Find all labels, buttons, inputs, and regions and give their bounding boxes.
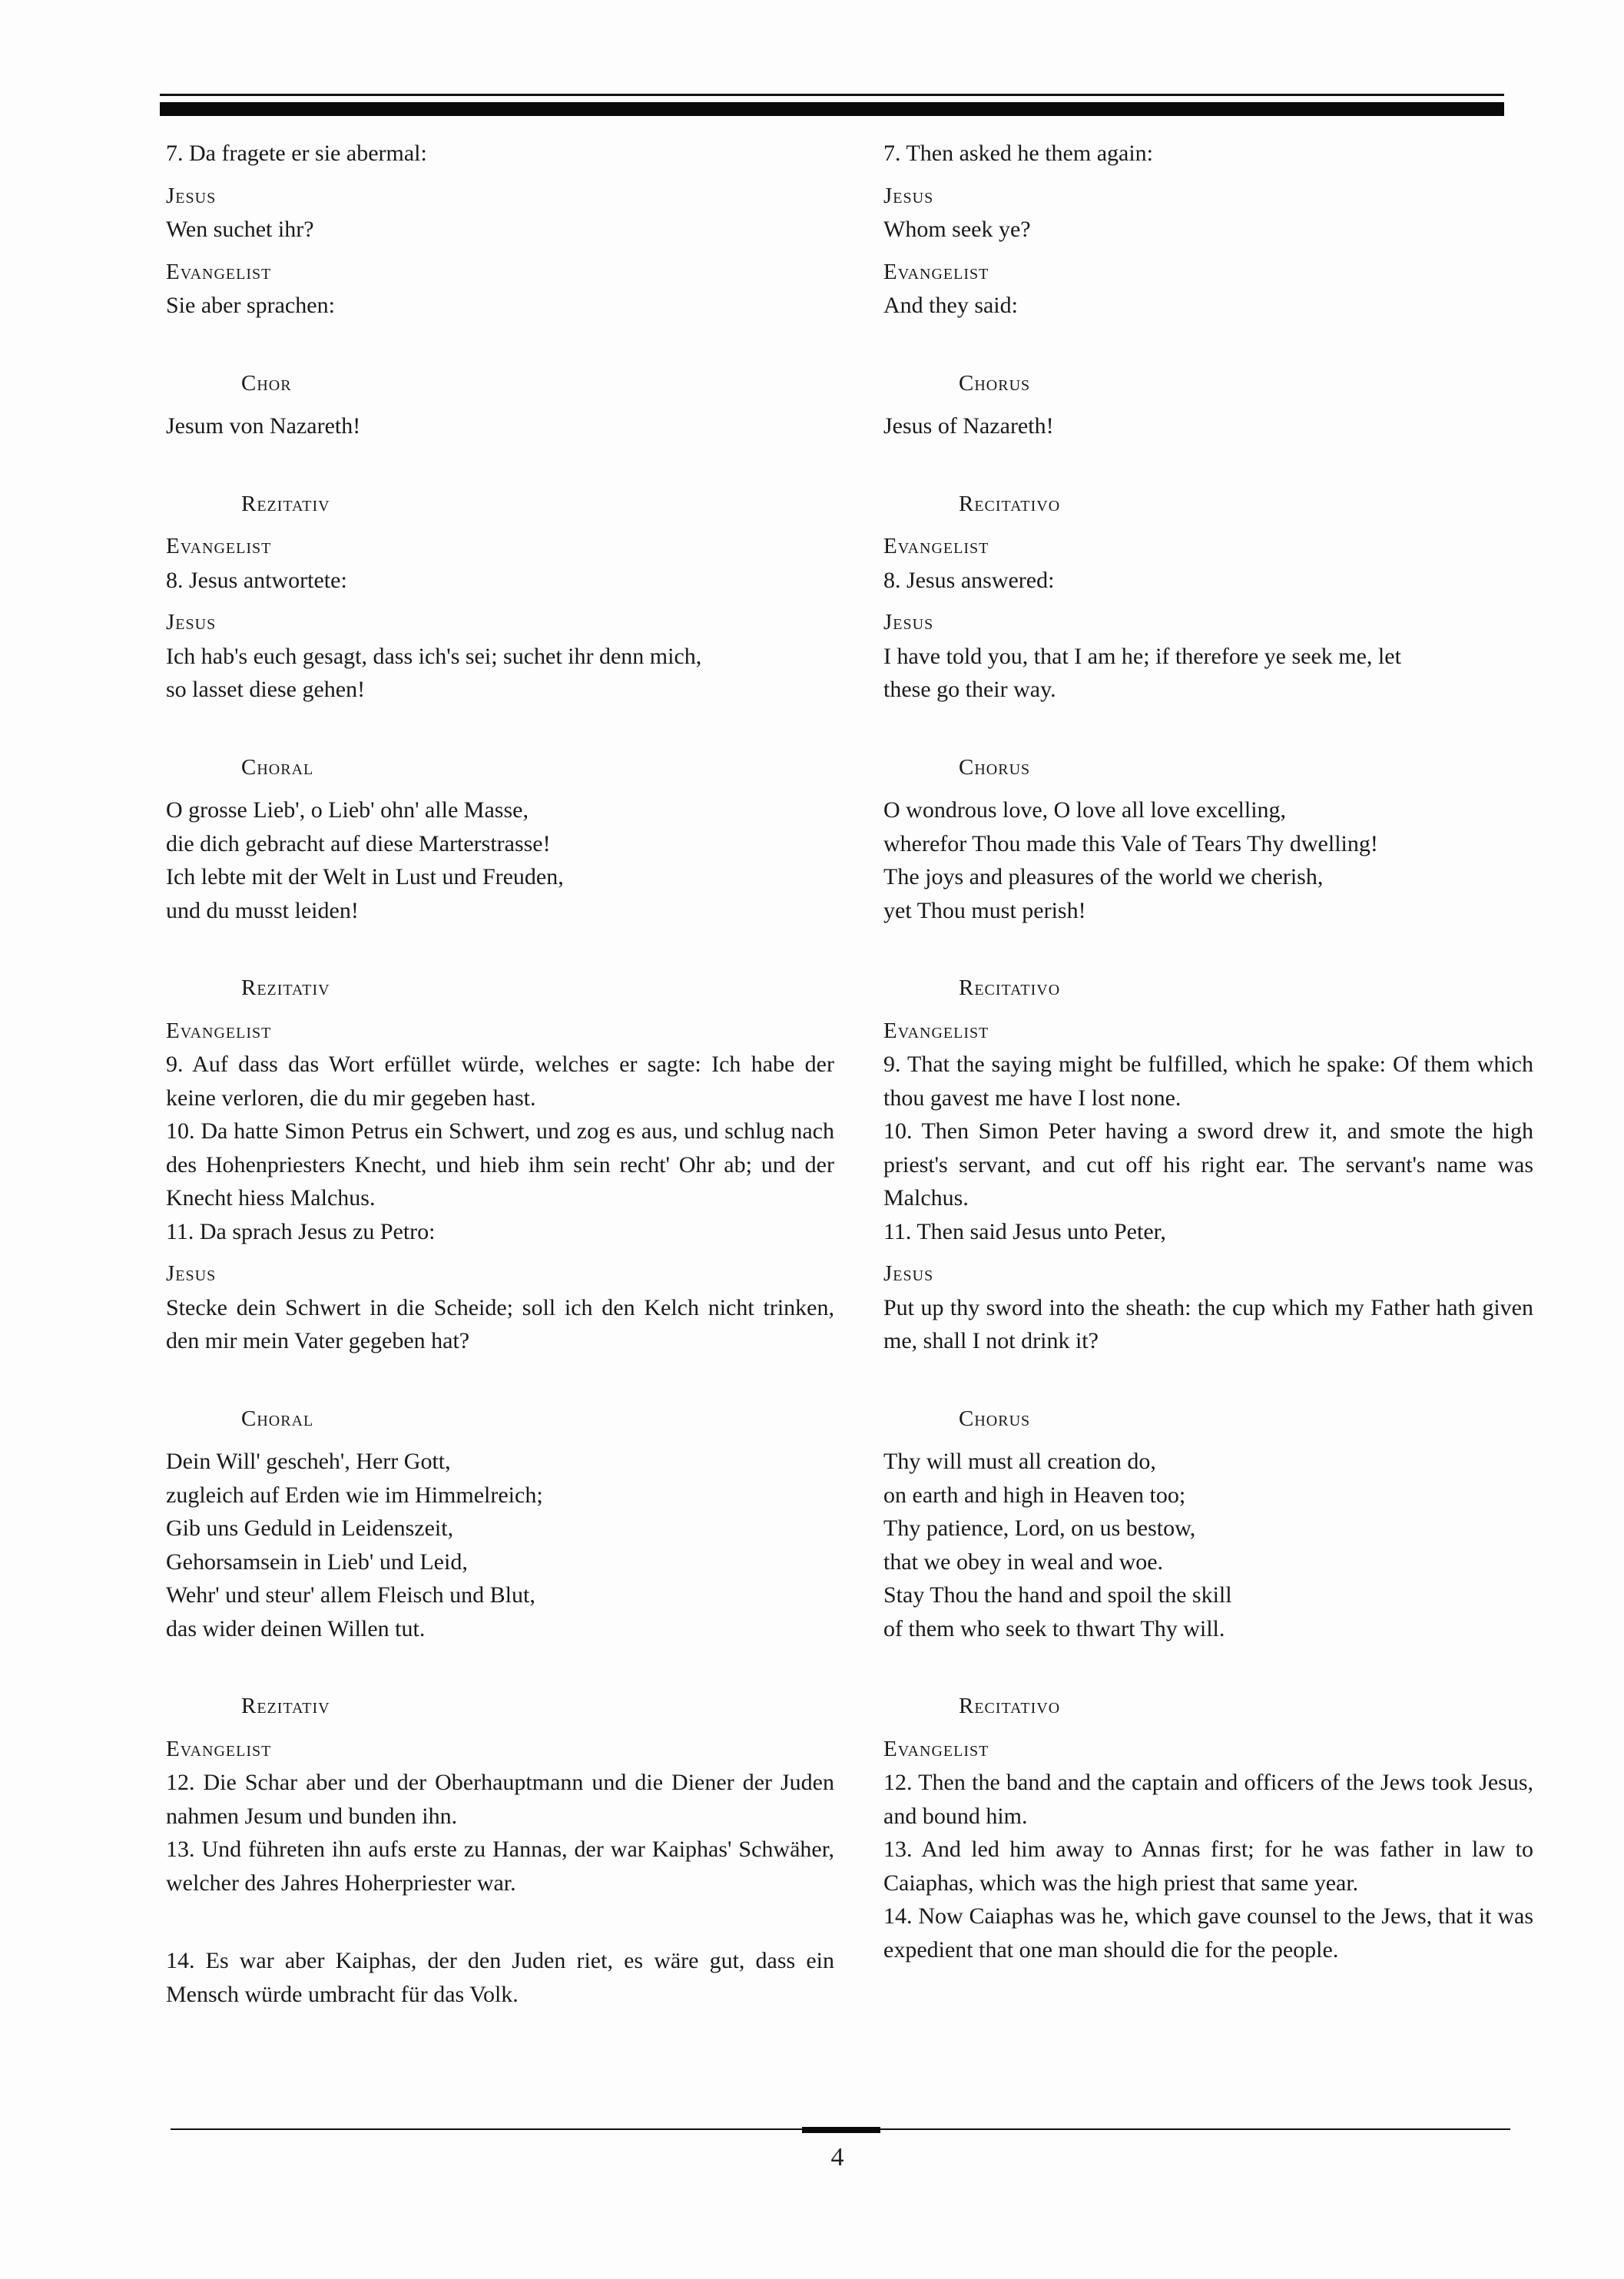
speaker-label: Jesus bbox=[166, 183, 217, 208]
section-heading: Chorus bbox=[959, 370, 1031, 396]
section-heading: Choral bbox=[241, 754, 314, 780]
verse-text: Wen suchet ihr? bbox=[166, 217, 314, 242]
section-heading: Rezitativ bbox=[241, 1694, 330, 1718]
speaker-label: Evangelist bbox=[883, 1736, 989, 1761]
verse-text: 13. Und führeten ihn aufs erste zu Hannas, der war Kaiphas' Schwäher, welcher des Jahres Hoherpriester war. bbox=[166, 1837, 834, 1896]
verse-text: so lasset diese gehen! bbox=[166, 677, 366, 702]
verse-text: 7. Then asked he them again: bbox=[883, 141, 1154, 166]
choral-line: Thy patience, Lord, on us bestow, bbox=[883, 1515, 1196, 1541]
english-column bbox=[883, 137, 1533, 1966]
header-rule-thin bbox=[160, 94, 1504, 96]
choral-line: on earth and high in Heaven too; bbox=[883, 1482, 1186, 1508]
section-heading: Chorus bbox=[959, 754, 1031, 780]
choral-line: Gehorsamsein in Lieb' und Leid, bbox=[166, 1549, 468, 1575]
verse-text: I have told you, that I am he; if therefore ye seek me, let bbox=[883, 643, 1401, 669]
speaker-label: Jesus bbox=[166, 1261, 217, 1286]
verse-text: 14. Now Caiaphas was he, which gave counsel to the Jews, that it was expedient that one man should die for the people. bbox=[883, 1903, 1533, 1963]
speaker-label: Jesus bbox=[883, 183, 934, 208]
verse-text: Stecke dein Schwert in die Scheide; soll ich den Kelch nicht trinken, den mir mein Vater gegeben hat? bbox=[166, 1294, 834, 1353]
verse-text: 12. Then the band and the captain and officers of the Jews took Jesus, and bound him. bbox=[883, 1770, 1533, 1829]
section-heading: Recitativo bbox=[959, 491, 1061, 516]
speaker-label: Evangelist bbox=[166, 534, 272, 558]
verse-text: these go their way. bbox=[883, 677, 1056, 702]
verse-text: Jesus of Nazareth! bbox=[883, 413, 1054, 439]
header-rule-thick bbox=[160, 102, 1504, 116]
verse-text: 14. Es war aber Kaiphas, der den Juden riet, es wäre gut, dass ein Mensch würde umbracht für das Volk. bbox=[166, 1948, 834, 2007]
choral-line: O grosse Lieb', o Lieb' ohn' alle Masse, bbox=[166, 797, 529, 823]
verse-text: 8. Jesus answered: bbox=[883, 567, 1055, 593]
verse-text: 8. Jesus antwortete: bbox=[166, 567, 347, 593]
verse-text: Jesum von Nazareth! bbox=[166, 413, 361, 439]
choral-line: Dein Will' gescheh', Herr Gott, bbox=[166, 1449, 451, 1474]
choral-line: und du musst leiden! bbox=[166, 897, 359, 923]
speaker-label: Evangelist bbox=[883, 259, 989, 284]
choral-line: Gib uns Geduld in Leidenszeit, bbox=[166, 1515, 454, 1541]
section-heading: Chorus bbox=[959, 1406, 1031, 1431]
verse-text: 13. And led him away to Annas first; for he was father in law to Caiaphas, which was the high priest that same year. bbox=[883, 1837, 1533, 1896]
choral-line: zugleich auf Erden wie im Himmelreich; bbox=[166, 1482, 543, 1508]
verse-text: And they said: bbox=[883, 293, 1018, 318]
german-column bbox=[166, 137, 834, 2011]
verse-text: 9. Auf dass das Wort erfüllet würde, welches er sagte: Ich habe der keine verloren, die du mir gegeben hast. bbox=[166, 1052, 834, 1111]
page-number: 4 bbox=[830, 2143, 844, 2171]
verse-text: 10. Then Simon Peter having a sword drew it, and smote the high priest's servant, and cut off his right ear. The servant's name was Malchus. bbox=[883, 1118, 1533, 1211]
speaker-label: Evangelist bbox=[883, 1018, 989, 1043]
choral-line: yet Thou must perish! bbox=[883, 897, 1086, 923]
choral-line: Wehr' und steur' allem Fleisch und Blut, bbox=[166, 1582, 535, 1608]
verse-text: Put up thy sword into the sheath: the cup which my Father hath given me, shall I not drink it? bbox=[883, 1294, 1533, 1353]
choral-line: Stay Thou the hand and spoil the skill bbox=[883, 1582, 1232, 1608]
verse-text: 10. Da hatte Simon Petrus ein Schwert, und zog es aus, und schlug nach des Hohenpriesters Knecht, und hieb ihm sein recht' Ohr ab; und der Knecht hiess Malchus. bbox=[166, 1118, 834, 1211]
section-heading: Choral bbox=[241, 1406, 314, 1431]
verse-text: 12. Die Schar aber und der Oberhauptmann und die Diener der Juden nahmen Jesum und bunden ihn. bbox=[166, 1770, 834, 1829]
verse-text: Ich hab's euch gesagt, dass ich's sei; suchet ihr denn mich, bbox=[166, 643, 702, 669]
speaker-label: Evangelist bbox=[166, 1018, 272, 1043]
verse-text: 11. Da sprach Jesus zu Petro: bbox=[166, 1218, 436, 1244]
speaker-label: Evangelist bbox=[166, 259, 272, 284]
section-heading: Recitativo bbox=[959, 1694, 1061, 1718]
choral-line: wherefor Thou made this Vale of Tears Thy dwelling! bbox=[883, 830, 1378, 856]
section-heading: Chor bbox=[241, 370, 292, 396]
speaker-label: Jesus bbox=[166, 610, 217, 634]
verse-text: Whom seek ye? bbox=[883, 217, 1031, 242]
section-heading: Rezitativ bbox=[241, 491, 330, 516]
footer-rule-tab bbox=[802, 2127, 880, 2133]
choral-line: O wondrous love, O love all love excelling, bbox=[883, 797, 1287, 823]
choral-line: of them who seek to thwart Thy will. bbox=[883, 1615, 1225, 1641]
verse-text: Sie aber sprachen: bbox=[166, 293, 335, 318]
verse-text: 7. Da fragete er sie abermal: bbox=[166, 141, 427, 166]
choral-line: The joys and pleasures of the world we cherish, bbox=[883, 864, 1324, 889]
choral-line: Thy will must all creation do, bbox=[883, 1449, 1156, 1474]
choral-line: that we obey in weal and woe. bbox=[883, 1549, 1164, 1575]
speaker-label: Evangelist bbox=[883, 534, 989, 558]
choral-line: Ich lebte mit der Welt in Lust und Freuden, bbox=[166, 864, 564, 889]
choral-line: das wider deinen Willen tut. bbox=[166, 1615, 426, 1641]
verse-text: 11. Then said Jesus unto Peter, bbox=[883, 1218, 1166, 1244]
speaker-label: Jesus bbox=[883, 1261, 934, 1286]
section-heading: Recitativo bbox=[959, 976, 1061, 1000]
section-heading: Rezitativ bbox=[241, 976, 330, 1000]
choral-line: die dich gebracht auf diese Marterstrasse! bbox=[166, 830, 551, 856]
verse-text: 9. That the saying might be fulfilled, which he spake: Of them which thou gavest me have I lost none. bbox=[883, 1052, 1533, 1111]
speaker-label: Evangelist bbox=[166, 1736, 272, 1761]
speaker-label: Jesus bbox=[883, 610, 934, 634]
